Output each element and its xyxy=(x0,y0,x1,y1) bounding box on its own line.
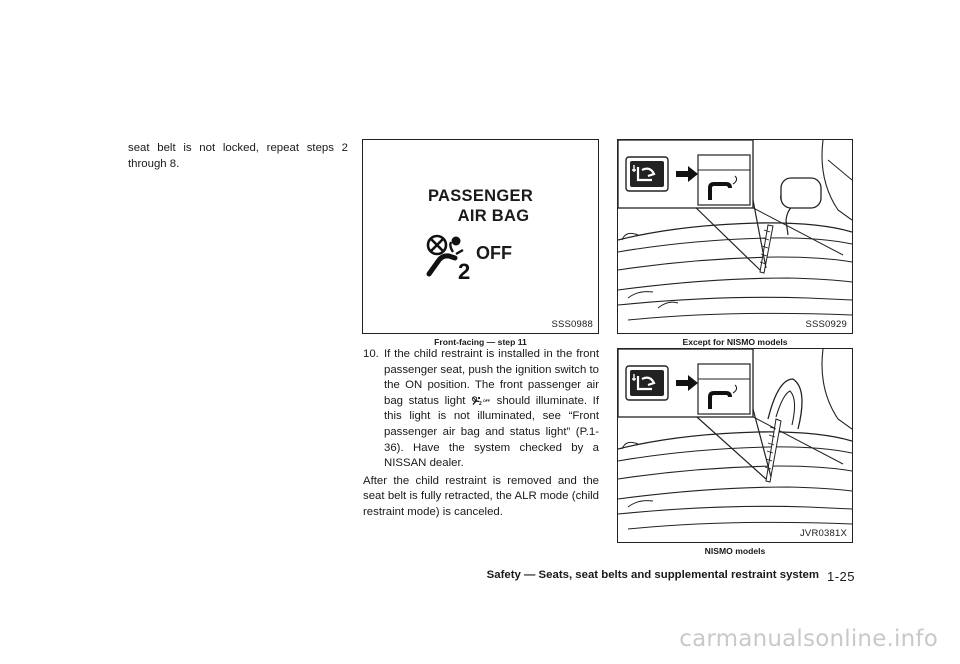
airbag-status-light-icon xyxy=(471,396,491,405)
figure-child-restraint-standard xyxy=(617,139,853,334)
airbag-label: AIR BAG xyxy=(457,207,530,225)
step-text-before-icon: If the child restraint is installed in the front passenger seat, push the ignition switch to the ON position. The front passenger air bag status light xyxy=(384,348,599,407)
svg-text:2: 2 xyxy=(479,401,482,406)
step-10 xyxy=(363,347,599,472)
figure-id: SSS0988 xyxy=(551,319,593,330)
figure-caption: NISMO models xyxy=(704,546,766,556)
section-title: Safety — Seats, seat belts and supplemental restraint system xyxy=(486,569,819,581)
step-number: 10. xyxy=(363,348,379,360)
alr-mode-paragraph: After the child restraint is removed and the seat belt is fully retracted, the ALR mode (child restraint mode) is canceled. xyxy=(363,474,599,518)
figure-airbag-off-indicator xyxy=(362,139,599,334)
watermark: carmanualsonline.info xyxy=(679,626,938,652)
continued-paragraph: seat belt is not locked, repeat steps 2 through 8. xyxy=(128,142,348,170)
left-column-text xyxy=(128,141,348,172)
child-restraint-illustration xyxy=(618,140,852,333)
step-text-after-icon: should illuminate. If this light is not illuminated, see “Front passenger air bag and status light” (P.1-36). Have the system checked by a NISSAN dealer. xyxy=(384,394,599,470)
airbag-off-icon xyxy=(423,232,483,282)
svg-text:OFF: OFF xyxy=(483,399,491,404)
figure-caption: Except for NISMO models xyxy=(682,337,788,347)
off-label: OFF xyxy=(476,243,512,263)
figure-caption: Front-facing — step 11 xyxy=(434,337,527,347)
figure-id: SSS0929 xyxy=(805,319,847,330)
figure-child-restraint-nismo xyxy=(617,348,853,543)
child-restraint-nismo-illustration xyxy=(618,349,852,542)
middle-column-text xyxy=(363,347,599,521)
passenger-label: PASSENGER xyxy=(427,187,534,205)
svg-text:2: 2 xyxy=(458,259,471,282)
figure-id: JVR0381X xyxy=(799,528,847,539)
page-number: 1-25 xyxy=(826,569,855,584)
